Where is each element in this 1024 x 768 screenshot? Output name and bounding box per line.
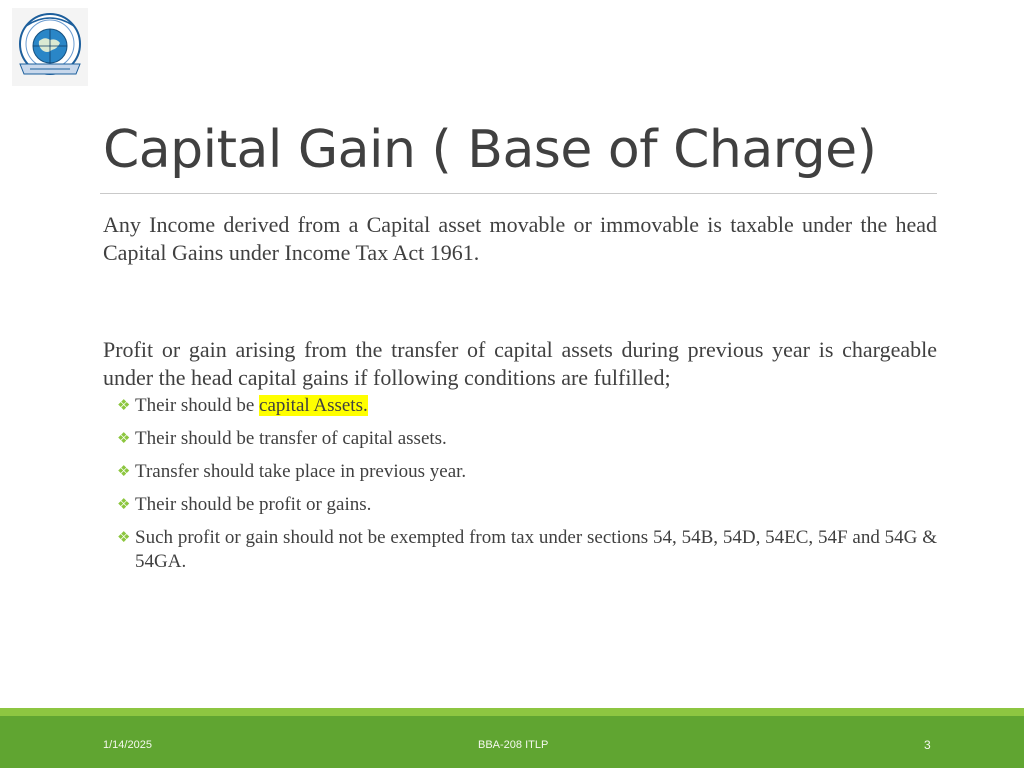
bullet-text: Their should be	[135, 395, 260, 416]
diamond-bullet-icon: ❖	[117, 396, 131, 414]
diamond-bullet-icon: ❖	[117, 462, 131, 480]
footer-date: 1/14/2025	[103, 739, 152, 751]
slide-body	[103, 211, 937, 583]
bullet-text: Their should be transfer of capital assets.	[135, 428, 447, 449]
footer-accent-line	[0, 708, 1024, 716]
page-number: 3	[924, 738, 931, 752]
list-item	[117, 460, 937, 484]
highlighted-text: capital Assets.	[259, 395, 368, 416]
intro-paragraph: Any Income derived from a Capital asset movable or immovable is taxable under the head Capital Gains under Income Tax Act 1961.	[103, 212, 937, 265]
title-divider	[100, 193, 937, 194]
footer-course-code: BBA-208 ITLP	[478, 739, 549, 751]
bullet-text: Such profit or gain should not be exempted from tax under sections 54, 54B, 54D, 54EC, 54F and 54G & 54GA.	[135, 527, 937, 572]
bullet-text: Their should be profit or gains.	[135, 494, 372, 515]
list-item	[117, 427, 937, 451]
diamond-bullet-icon: ❖	[117, 429, 131, 447]
conditions-list	[103, 394, 937, 574]
institute-logo	[12, 8, 88, 86]
bullet-text: Transfer should take place in previous year.	[135, 461, 467, 482]
list-item	[117, 493, 937, 517]
list-item	[117, 394, 937, 418]
diamond-bullet-icon: ❖	[117, 495, 131, 513]
conditions-paragraph: Profit or gain arising from the transfer of capital assets during previous year is chargeable under the head capital gains if following conditions are fulfilled;	[103, 337, 937, 390]
list-item	[117, 526, 937, 574]
slide-title: Capital Gain ( Base of Charge)	[103, 120, 877, 180]
diamond-bullet-icon: ❖	[117, 528, 131, 546]
